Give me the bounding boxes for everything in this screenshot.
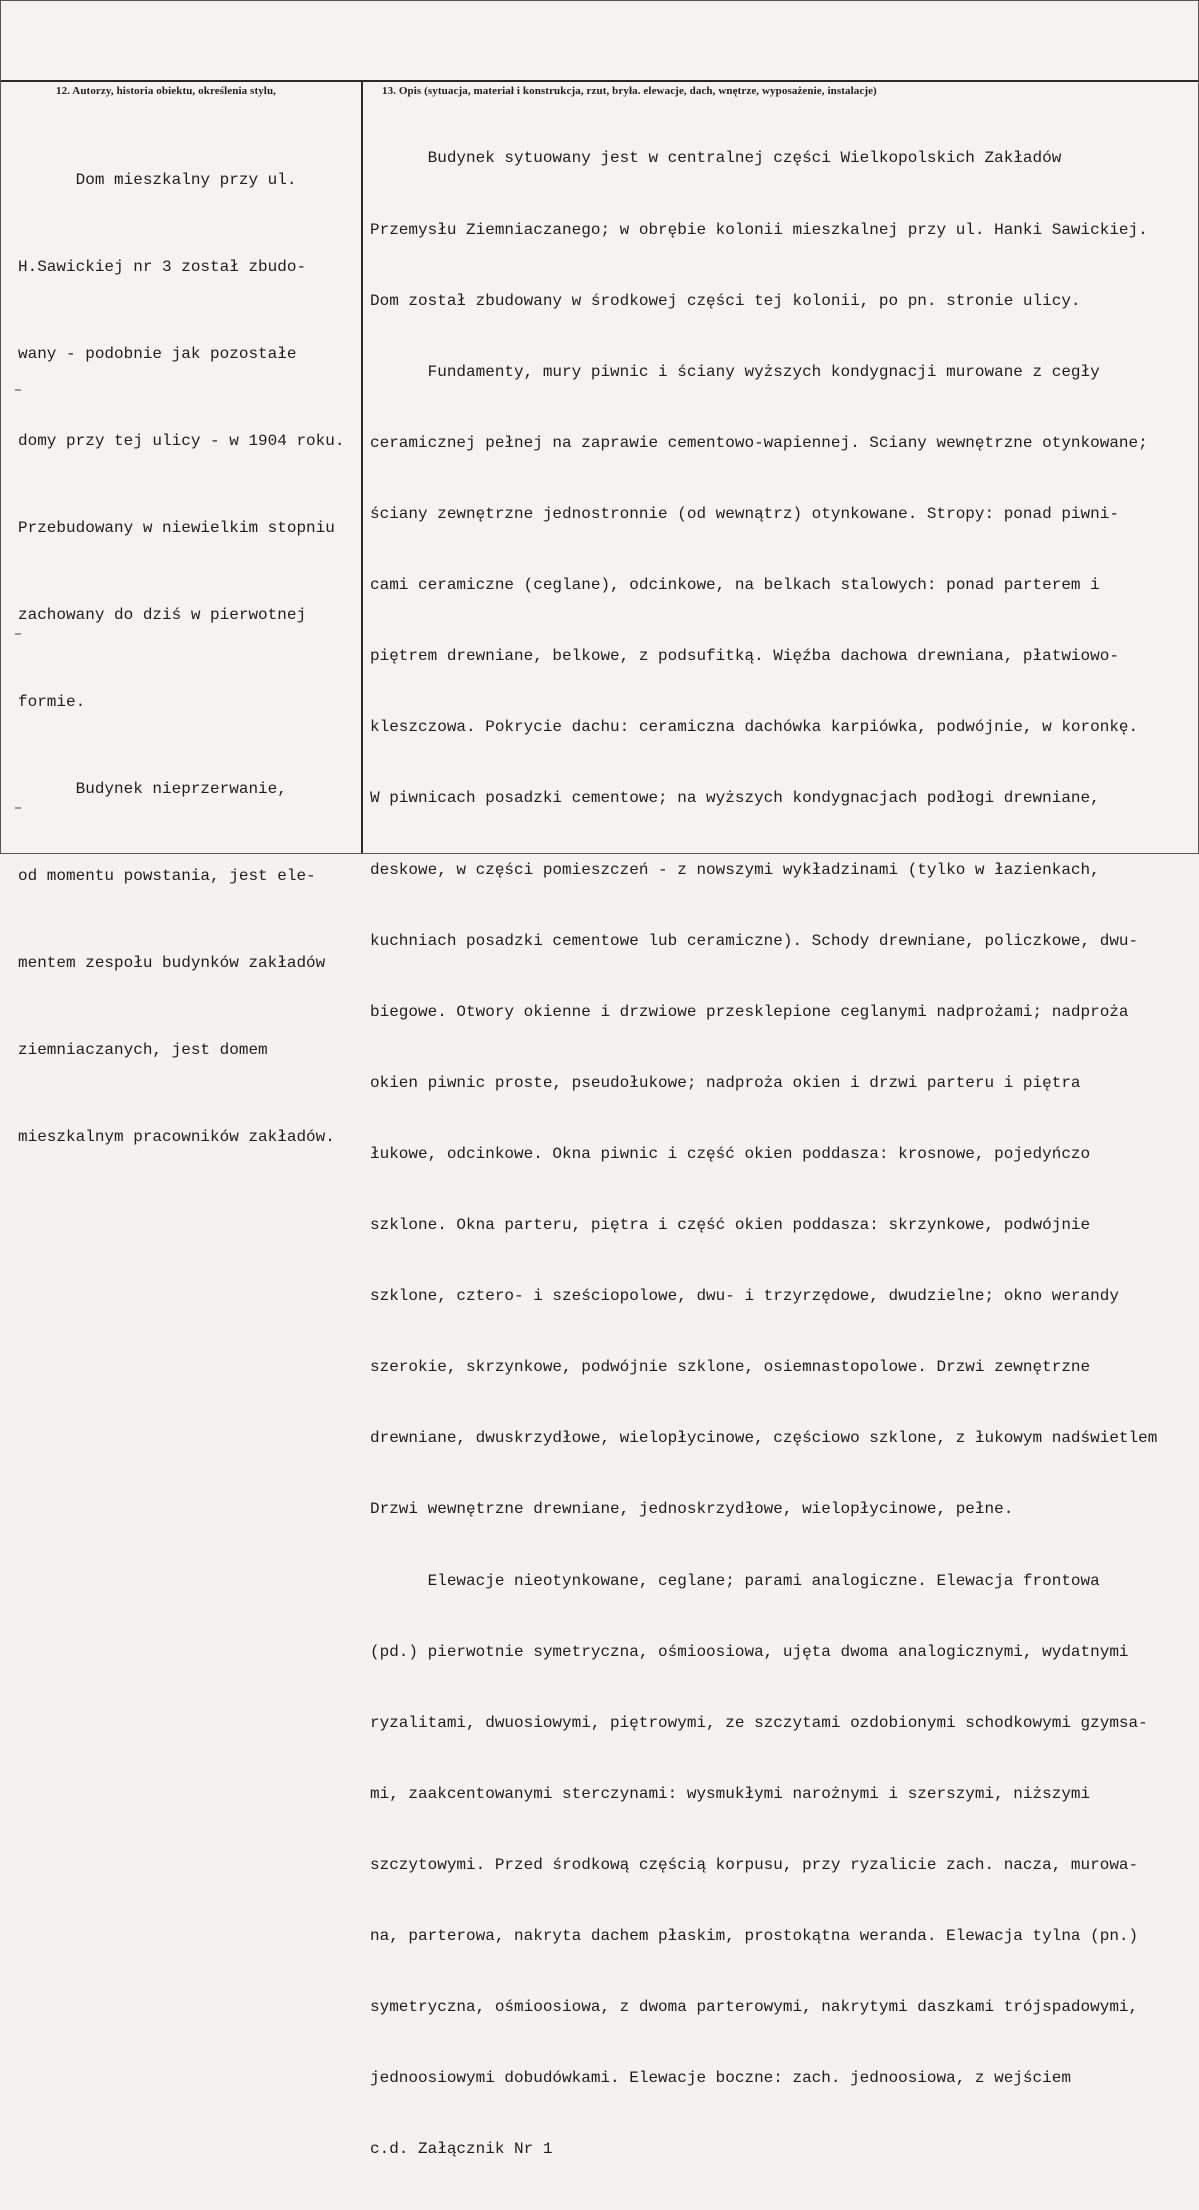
text-line: Fundamenty, mury piwnic i ściany wyższych kondygnacji murowane z cegły xyxy=(370,362,1100,381)
text-line: Dom został zbudowany w środkowej części tej kolonii, po pn. stronie ulicy. xyxy=(370,291,1081,310)
text-line: zachowany do dziś w pierwotnej xyxy=(18,606,307,624)
text-line: (pd.) pierwotnie symetryczna, ośmioosiowa, ujęta dwoma analogicznymi, wydatnymi xyxy=(370,1642,1129,1661)
text-line: ściany zewnętrzne jednostronnie (od wewnątrz) otynkowane. Stropy: ponad piwni- xyxy=(370,504,1119,523)
text-line: Elewacje nieotynkowane, ceglane; parami analogiczne. Elewacja frontowa xyxy=(370,1571,1100,1590)
text-line: kuchniach posadzki cementowe lub ceramiczne). Schody drewniane, policzkowe, dwu- xyxy=(370,931,1139,950)
section-13-text xyxy=(370,100,1196,2210)
text-line: c.d. Załącznik Nr 1 xyxy=(370,2140,553,2159)
text-line: okien piwnic proste, pseudołukowe; nadproża okien i drzwi parteru i piętra xyxy=(370,1073,1081,1092)
text-line: mentem zespołu budynków zakładów xyxy=(18,954,326,972)
text-line: drewniane, dwuskrzydłowe, wielopłycinowe, częściowo szklone, z łukowym nadświetlem xyxy=(370,1429,1158,1448)
text-line: formie. xyxy=(18,693,86,711)
text-line: Przemysłu Ziemniaczanego; w obrębie kolonii mieszkalnej przy ul. Hanki Sawickiej. xyxy=(370,220,1148,239)
text-line: wany - podobnie jak pozostałe xyxy=(18,345,297,363)
text-line: ziemniaczanych, jest domem xyxy=(18,1041,268,1059)
section-12-header: 12. Autorzy, historia obiektu, określenia stylu, xyxy=(56,85,277,97)
text-line: deskowe, w części pomieszczeń - z nowszymi wykładzinami (tylko w łazienkach, xyxy=(370,860,1100,879)
text-line: domy przy tej ulicy - w 1904 roku. xyxy=(18,432,345,450)
text-line: od momentu powstania, jest ele- xyxy=(18,867,316,885)
text-line: na, parterowa, nakryta dachem płaskim, prostokątna weranda. Elewacja tylna (pn.) xyxy=(370,1927,1139,1946)
text-line: Dom mieszkalny przy ul. xyxy=(18,171,297,189)
text-line: Przebudowany w niewielkim stopniu xyxy=(18,519,335,537)
text-line: szerokie, skrzynkowe, podwójnie szklone, osiemnastopolowe. Drzwi zewnętrzne xyxy=(370,1358,1091,1377)
text-line: piętrem drewniane, belkowe, z podsufitką. Więźba dachowa drewniana, płatwiowo- xyxy=(370,647,1119,666)
text-line: szklone. Okna parteru, piętra i część okien poddasza: skrzynkowe, podwójnie xyxy=(370,1216,1091,1235)
text-line: ceramicznej pełnej na zaprawie cementowo-wapiennej. Sciany wewnętrzne otynkowane; xyxy=(370,433,1148,452)
text-line: H.Sawickiej nr 3 został zbudo- xyxy=(18,258,307,276)
horizontal-rule xyxy=(1,80,1198,82)
text-line: biegowe. Otwory okienne i drzwiowe przesklepione ceglanymi nadprożami; nadproża xyxy=(370,1002,1129,1021)
section-12-text xyxy=(18,108,360,1210)
text-line: Budynek nieprzerwanie, xyxy=(18,780,287,798)
section-13-header: 13. Opis (sytuacja, materiał i konstrukcja, rzut, bryła. elewacje, dach, wnętrze, wyposażenie, instalacje) xyxy=(382,85,877,97)
text-line: Budynek sytuowany jest w centralnej części Wielkopolskich Zakładów xyxy=(370,149,1062,168)
text-line: szklone, cztero- i sześciopolowe, dwu- i trzyrzędowe, dwudzielne; okno werandy xyxy=(370,1287,1119,1306)
text-line: jednoosiowymi dobudówkami. Elewacje boczne: zach. jednoosiowa, z wejściem xyxy=(370,2069,1071,2088)
text-line: mi, zaakcentowanymi sterczynami: wysmukłymi narożnymi i szerszymi, niższymi xyxy=(370,1784,1091,1803)
text-line: ryzalitami, dwuosiowymi, piętrowymi, ze szczytami ozdobionymi schodkowymi gzymsa- xyxy=(370,1713,1148,1732)
text-line: łukowe, odcinkowe. Okna piwnic i część okien poddasza: krosnowe, pojedyńczo xyxy=(370,1144,1091,1163)
text-line: kleszczowa. Pokrycie dachu: ceramiczna dachówka karpiówka, podwójnie, w koronkę. xyxy=(370,718,1139,737)
text-line: W piwnicach posadzki cementowe; na wyższych kondygnacjach podłogi drewniane, xyxy=(370,789,1100,808)
text-line: cami ceramiczne (ceglane), odcinkowe, na belkach stalowych: ponad parterem i xyxy=(370,576,1100,595)
text-line: mieszkalnym pracowników zakładów. xyxy=(18,1128,335,1146)
text-line: szczytowymi. Przed środkową częścią korpusu, przy ryzalicie zach. nacza, murowa- xyxy=(370,1856,1139,1875)
text-line: Drzwi wewnętrzne drewniane, jednoskrzydłowe, wielopłycinowe, pełne. xyxy=(370,1500,1014,1519)
text-line: symetryczna, ośmioosiowa, z dwoma parterowymi, nakrytymi daszkami trójspadowymi, xyxy=(370,1998,1139,2017)
column-divider xyxy=(361,81,363,853)
